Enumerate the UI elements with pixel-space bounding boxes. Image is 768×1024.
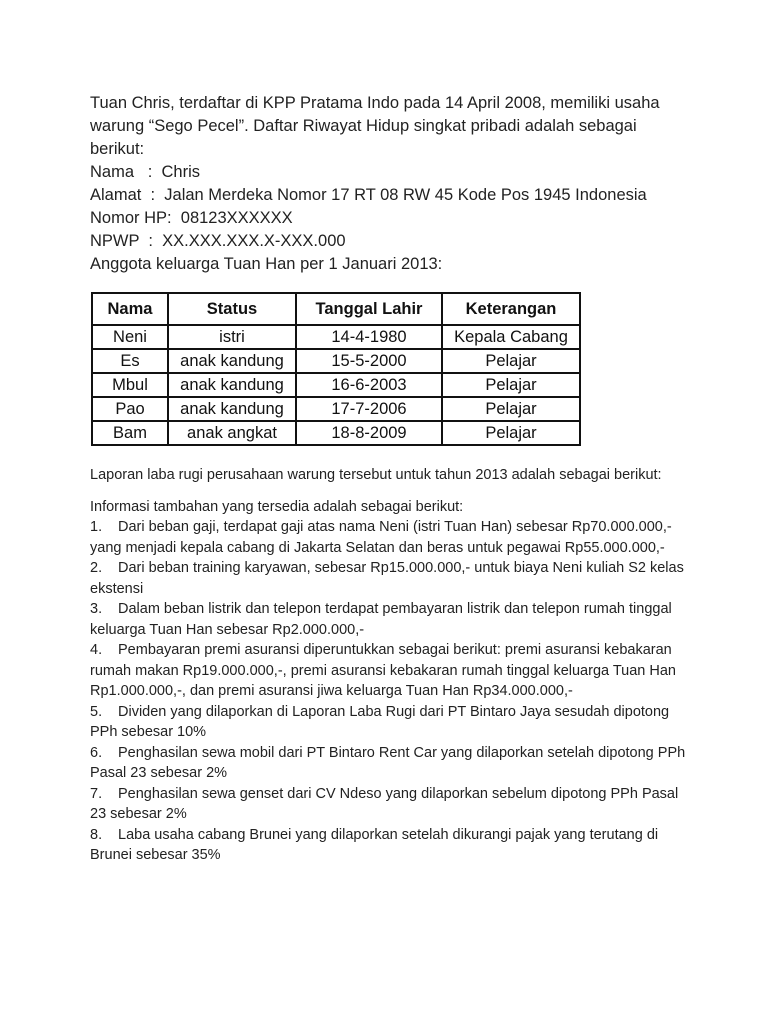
- nama-field: Nama : Chris: [90, 163, 201, 181]
- table-row: [92, 397, 580, 421]
- list-item: [90, 743, 690, 784]
- lower-section: [90, 465, 690, 866]
- list-item-text: Dari beban gaji, terdapat gaji atas nama Neni (istri Tuan Han) sebesar Rp70.000.000,- yang menjadi kepala cabang di Jakarta Selatan dan beras untuk pegawai Rp55.000.000,-: [90, 519, 672, 556]
- list-item-number: 4.: [90, 642, 103, 658]
- table-header-row: [92, 293, 580, 325]
- cell-keterangan: Pelajar: [442, 397, 580, 421]
- cell-nama: Pao: [92, 397, 168, 421]
- list-item-text: Dividen yang dilaporkan di Laporan Laba Rugi dari PT Bintaro Jaya sesudah dipotong PPh sebesar 10%: [90, 703, 670, 740]
- anggota-heading: Anggota keluarga Tuan Han per 1 Januari 2013:: [90, 255, 443, 273]
- table-row: [92, 373, 580, 397]
- family-table: [91, 292, 581, 446]
- list-item: [90, 825, 690, 866]
- laporan-paragraph: Laporan laba rugi perusahaan warung tersebut untuk tahun 2013 adalah sebagai berikut:: [90, 467, 662, 483]
- list-item-number: 3.: [90, 601, 103, 617]
- cell-keterangan: Pelajar: [442, 373, 580, 397]
- cell-nama: Mbul: [92, 373, 168, 397]
- list-item: [90, 558, 690, 599]
- list-item-text: Dalam beban listrik dan telepon terdapat pembayaran listrik dan telepon rumah tinggal keluarga Tuan Han sebesar Rp2.000.000,-: [90, 601, 672, 638]
- list-item: [90, 640, 690, 702]
- list-item-number: 7.: [90, 785, 103, 802]
- list-item-text: Penghasilan sewa mobil dari PT Bintaro Rent Car yang dilaporkan setelah dipotong PPh Pasal 23 sebesar 2%: [90, 744, 686, 781]
- cell-status: anak kandung: [168, 397, 296, 421]
- npwp-field: NPWP : XX.XXX.XXX.X-XXX.000: [90, 232, 346, 250]
- cell-status: anak angkat: [168, 421, 296, 445]
- intro-paragraph: Tuan Chris, terdaftar di KPP Pratama Indo pada 14 April 2008, memiliki usaha warung “Sego Pecel”. Daftar Riwayat Hidup singkat pribadi adalah sebagai berikut:: [90, 94, 660, 158]
- list-item-text: Pembayaran premi asuransi diperuntukkan sebagai berikut: premi asuransi kebakaran rumah makan Rp19.000.000,-, premi asuransi kebakaran rumah tinggal keluarga Tuan Han Rp1.000.000,-, dan premi asuransi jiwa keluarga Tuan Han Rp34.000.000,-: [90, 642, 676, 699]
- informasi-heading: Informasi tambahan yang tersedia adalah sebagai berikut:: [90, 498, 464, 515]
- cell-status: istri: [168, 325, 296, 349]
- cell-tanggal-lahir: 14-4-1980: [296, 325, 442, 349]
- list-item-text: Laba usaha cabang Brunei yang dilaporkan setelah dikurangi pajak yang terutang di Brunei sebesar 35%: [90, 826, 659, 863]
- cell-tanggal-lahir: 17-7-2006: [296, 397, 442, 421]
- list-item-number: 2.: [90, 560, 103, 576]
- column-header-keterangan: Keterangan: [442, 293, 580, 325]
- cell-nama: Es: [92, 349, 168, 373]
- column-header-nama: Nama: [92, 293, 168, 325]
- cell-keterangan: Pelajar: [442, 349, 580, 373]
- intro-section: [90, 92, 690, 276]
- cell-keterangan: Kepala Cabang: [442, 325, 580, 349]
- column-header-status: Status: [168, 293, 296, 325]
- list-item: [90, 702, 690, 743]
- column-header-tanggal-lahir: Tanggal Lahir: [296, 293, 442, 325]
- nomor-hp-field: Nomor HP: 08123XXXXXX: [90, 209, 293, 227]
- cell-keterangan: Pelajar: [442, 421, 580, 445]
- table-row: [92, 325, 580, 349]
- cell-status: anak kandung: [168, 349, 296, 373]
- list-item-text: Penghasilan sewa genset dari CV Ndeso yang dilaporkan sebelum dipotong PPh Pasal 23 sebesar 2%: [90, 785, 679, 822]
- table-row: [92, 349, 580, 373]
- cell-nama: Neni: [92, 325, 168, 349]
- cell-tanggal-lahir: 16-6-2003: [296, 373, 442, 397]
- table-row: [92, 421, 580, 445]
- family-table-wrapper: [91, 292, 581, 446]
- list-item: [90, 517, 690, 558]
- list-item-text: Dari beban training karyawan, sebesar Rp15.000.000,- untuk biaya Neni kuliah S2 kelas ekstensi: [90, 560, 684, 597]
- cell-tanggal-lahir: 18-8-2009: [296, 421, 442, 445]
- list-item-number: 8.: [90, 826, 103, 843]
- alamat-field: Alamat : Jalan Merdeka Nomor 17 RT 08 RW 45 Kode Pos 1945 Indonesia: [90, 186, 647, 204]
- list-item-number: 6.: [90, 744, 103, 761]
- cell-status: anak kandung: [168, 373, 296, 397]
- list-item: [90, 599, 690, 640]
- cell-nama: Bam: [92, 421, 168, 445]
- list-item-number: 1.: [90, 519, 103, 535]
- list-item-number: 5.: [90, 703, 103, 720]
- list-item: [90, 784, 690, 825]
- cell-tanggal-lahir: 15-5-2000: [296, 349, 442, 373]
